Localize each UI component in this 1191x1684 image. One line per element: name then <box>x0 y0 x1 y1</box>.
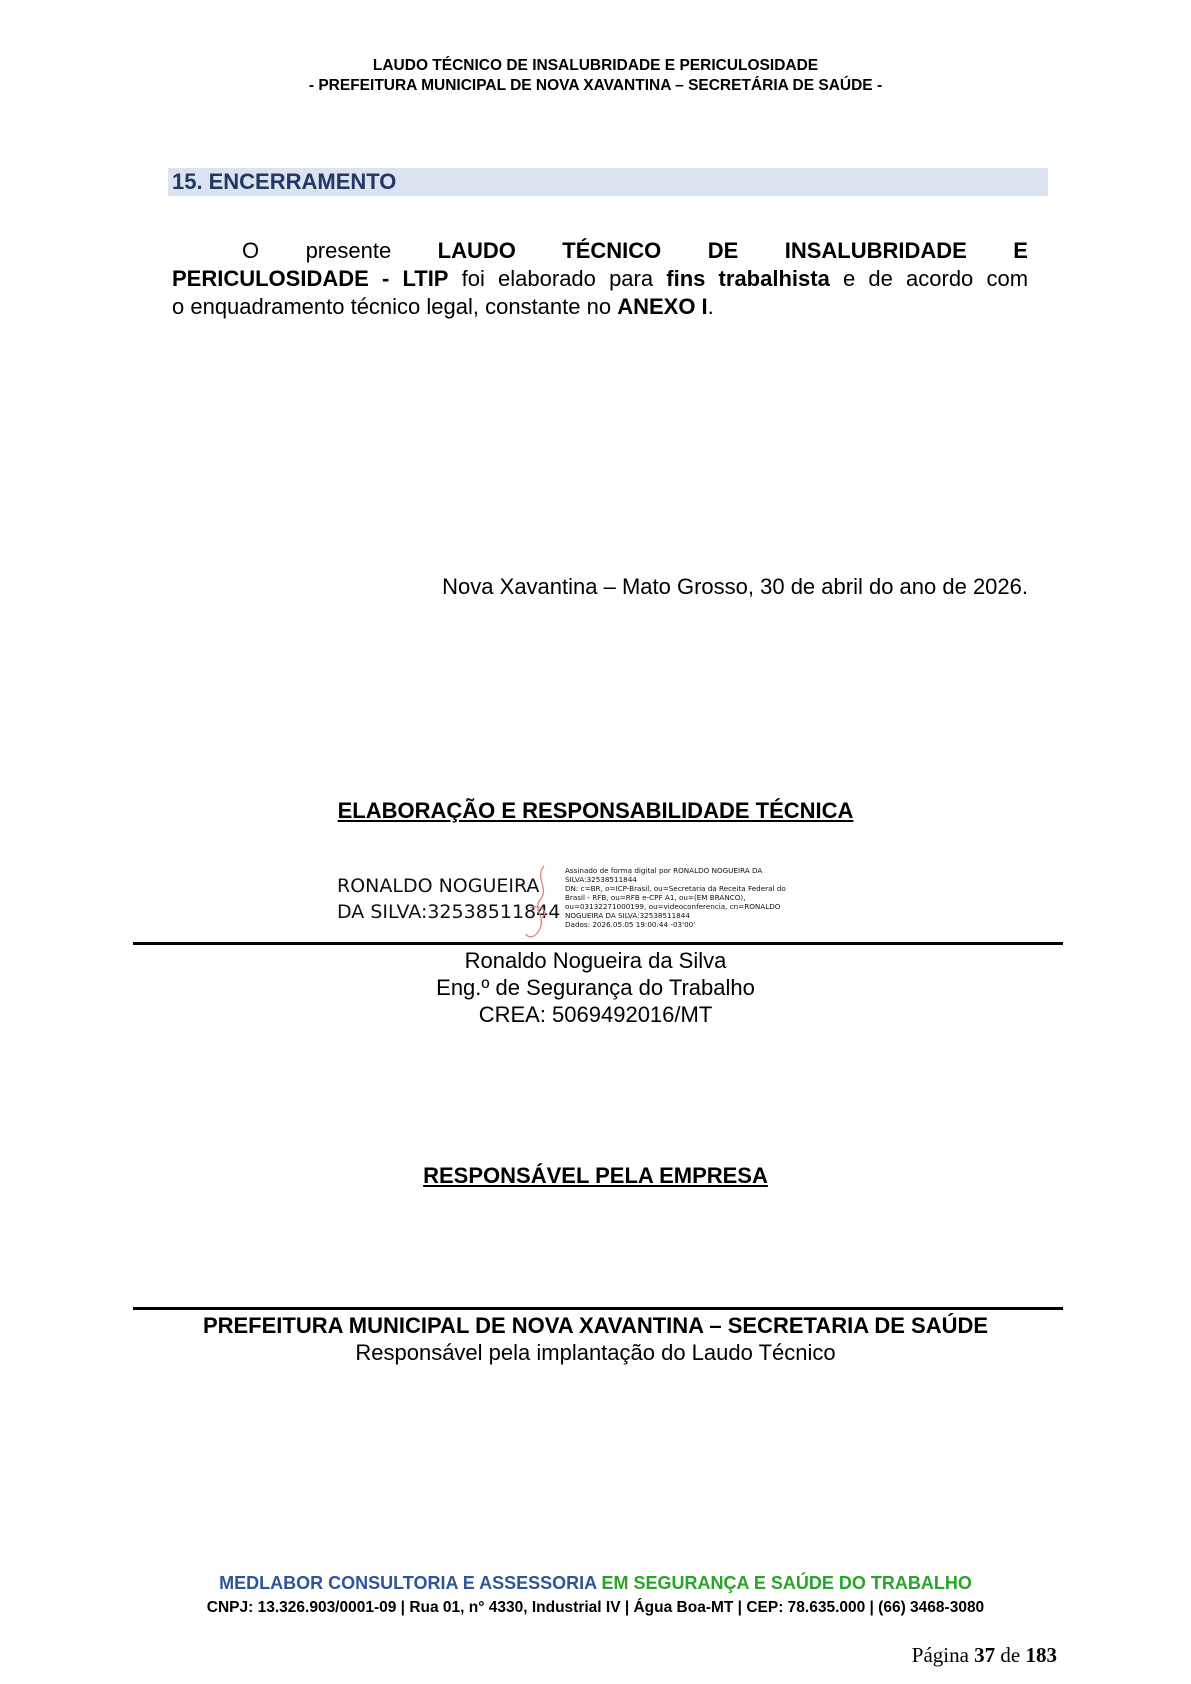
header-line-2: - PREFEITURA MUNICIPAL DE NOVA XAVANTINA – SECRETÁRIA DE SAÚDE - <box>308 77 883 94</box>
technical-heading: ELABORAÇÃO E RESPONSABILIDADE TÉCNICA <box>337 798 854 823</box>
footer-company-green: EM SEGURANÇA E SAÚDE DO TRABALHO <box>596 1573 972 1593</box>
section-heading <box>172 170 396 194</box>
technical-signer-block <box>0 947 1191 1028</box>
paragraph-line-1: O presente LAUDO TÉCNICO DE INSALUBRIDADE E <box>242 238 1028 263</box>
company-heading: RESPONSÁVEL PELA EMPRESA <box>423 1163 768 1188</box>
signature-line-company <box>133 1307 1063 1310</box>
signature-line-technical <box>133 942 1063 945</box>
section-number: 15. <box>172 169 203 194</box>
paragraph-line-3: o enquadramento técnico legal, constante no ANEXO I. <box>172 294 714 319</box>
header-line-1: LAUDO TÉCNICO DE INSALUBRIDADE E PERICULOSIDADE <box>372 57 819 74</box>
digital-signature-details: Assinado de forma digital por RONALDO NOGUEIRA DA SILVA:32538511844 DN: c=BR, o=ICP-Brasil, ou=Secretaria da Receita Federal do Brasil - RFB, ou=RFB e-CPF A1, ou=(EM BRANCO), ou=03132271000199, ou=videoconferencia, cn=RONALDO NOGUEIRA DA SILVA:32538511844 Dados: 2026.05.05 19:00:44 -03'00' <box>565 866 786 929</box>
closing-paragraph <box>172 237 1028 321</box>
section-title: ENCERRAMENTO <box>208 169 397 194</box>
company-signer-block <box>0 1312 1191 1366</box>
signature-flourish <box>520 862 560 942</box>
signer-role: Eng.º de Segurança do Trabalho <box>436 975 755 1000</box>
signer-name: Ronaldo Nogueira da Silva <box>464 948 727 973</box>
document-header <box>0 56 1191 96</box>
footer-address: CNPJ: 13.326.903/0001-09 | Rua 01, n° 4330, Industrial IV | Água Boa-MT | CEP: 78.635.000 | (66) 3468-3080 <box>206 1599 985 1616</box>
footer-company-blue: MEDLABOR CONSULTORIA E ASSESSORIA <box>219 1573 597 1593</box>
company-name: PREFEITURA MUNICIPAL DE NOVA XAVANTINA – SECRETARIA DE SAÚDE <box>202 1313 989 1338</box>
footer-company <box>0 1573 1191 1594</box>
signature-name-line-1: RONALDO NOGUEIRA <box>337 875 540 897</box>
page-number: Página 37 de 183 <box>911 1643 1057 1667</box>
signer-crea: CREA: 5069492016/MT <box>478 1002 713 1027</box>
date-line: Nova Xavantina – Mato Grosso, 30 de abril do ano de 2026. <box>442 574 1028 599</box>
company-subtitle: Responsável pela implantação do Laudo Técnico <box>355 1340 836 1365</box>
paragraph-line-2: PERICULOSIDADE - LTIP foi elaborado para fins trabalhista e de acordo com <box>172 266 1029 291</box>
signature-name-line-2: DA SILVA:32538511844 <box>337 901 561 923</box>
